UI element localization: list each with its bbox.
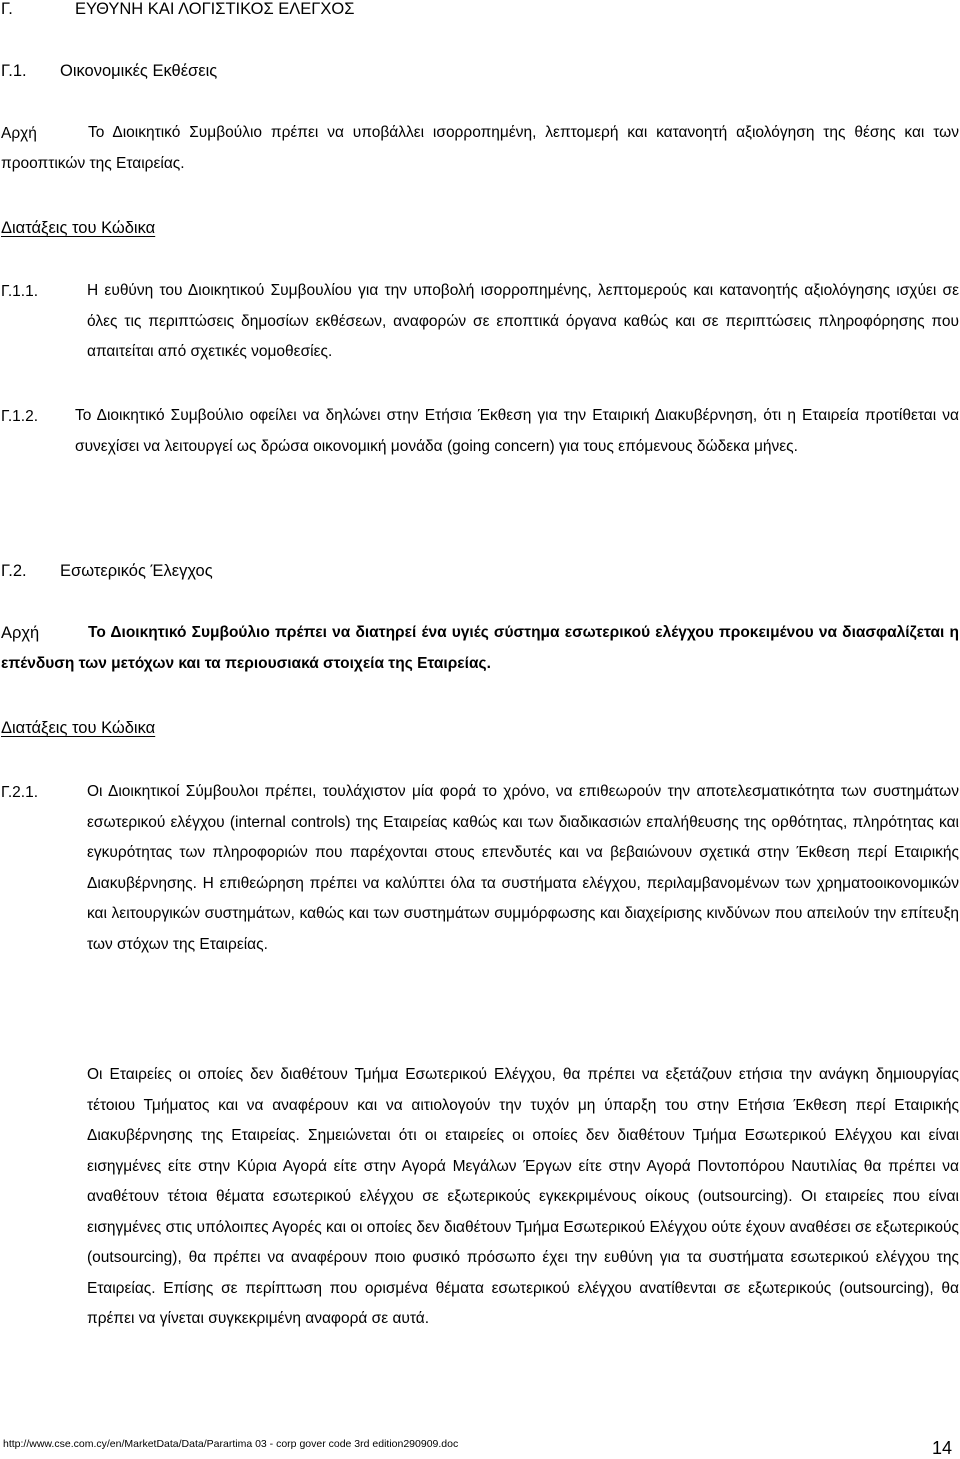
- provision-1-2-number: Γ.1.2.: [1, 408, 38, 425]
- provisions-heading-2: Διατάξεις του Κώδικα: [1, 719, 156, 737]
- footer-file-path: http://www.cse.com.cy/en/MarketData/Data/Parartima 03 - corp gover code 3rd edition290909.doc: [3, 1438, 459, 1450]
- principle-2-text: Το Διοικητικό Συμβούλιο πρέπει να διατηρεί ένα υγιές σύστημα εσωτερικού ελέγχου προκειμένου να διασφαλίζεται η επένδυση των μετόχων και τα περιουσιακά στοιχεία της Εταιρείας.: [1, 624, 959, 672]
- subsection-1-title: Οικονομικές Εκθέσεις: [60, 62, 218, 80]
- provision-2-1-paragraph-1: Οι Διοικητικοί Σύμβουλοι πρέπει, τουλάχιστον μία φορά το χρόνο, να επιθεωρούν την αποτελεσματικότητα των συστημάτων εσωτερικού ελέγχου (internal controls) της Εταιρείας καθώς και των διαδικασιών επαλήθευσης της ορθότητας, πληρότητας και εγκυρότητας των πληροφοριών που παρέχονται στους επενδυτές και να βεβαιώνουν σχετικά στην Έκθεση περί Εταιρικής Διακυβέρνησης. Η επιθεώρηση πρέπει να καλύπτει όλα τα συστήματα ελέγχου, περιλαμβανομένων των χρηματοοικονομικών και λειτουργικών συστημάτων, καθώς και των συστημάτων συμμόρφωσης και διαχείρισης κινδύνων που απειλούν την επίτευξη των στόχων της Εταιρείας.: [87, 783, 959, 953]
- page-number: 14: [932, 1438, 953, 1458]
- provision-1-1-text: Η ευθύνη του Διοικητικού Συμβουλίου για την υποβολή ισορροπημένης, λεπτομερούς και κατανοητής αξιολόγησης ισχύει σε όλες τις περιπτώσεις δημοσίων εκθέσεων, αναφορών σε εποπτικά όργανα καθώς και σε περιπτώσεις πληροφόρησης που απαιτείται από σχετικές νομοθεσίες.: [87, 282, 959, 360]
- provisions-heading-1: Διατάξεις του Κώδικα: [1, 219, 156, 237]
- section-title: ΕΥΘΥΝΗ ΚΑΙ ΛΟΓΙΣΤΙΚΟΣ ΕΛΕΓΧΟΣ: [75, 0, 355, 18]
- section-letter: Γ.: [1, 0, 13, 18]
- subsection-2-number: Γ.2.: [1, 562, 27, 580]
- principle-1-text: Το Διοικητικό Συμβούλιο πρέπει να υποβάλλει ισορροπημένη, λεπτομερή και κατανοητή αξιολόγηση της θέσης και των προοπτικών της Εταιρείας.: [1, 124, 959, 172]
- provision-1-2-text: Το Διοικητικό Συμβούλιο οφείλει να δηλώνει στην Ετήσια Έκθεση για την Εταιρική Διακυβέρνηση, ότι η Εταιρεία προτίθεται να συνεχίσει να λειτουργεί ως δρώσα οικονομική μονάδα (going concern) για τους επόμενους δώδεκα μήνες.: [75, 407, 959, 455]
- subsection-2-title: Εσωτερικός Έλεγχος: [60, 562, 213, 580]
- provision-2-1-paragraph-2: Οι Εταιρείες οι οποίες δεν διαθέτουν Τμήμα Εσωτερικού Ελέγχου, θα πρέπει να εξετάζουν ετήσια την ανάγκη δημιουργίας τέτοιου Τμήματος και να αναφέρουν και να αιτιολογούν την τυχόν μη ύπαρξη του στην Ετήσια Έκθεση περί Εταιρικής Διακυβέρνησης της Εταιρείας. Σημειώνεται ότι οι εταιρείες οι οποίες δεν διαθέτουν Τμήμα Εσωτερικού Ελέγχου και είναι εισηγμένες είτε στην Κύρια Αγορά είτε στην Αγορά Μεγάλων Έργων είτε στην Αγορά Ποντοπόρου Ναυτιλίας θα πρέπει να αναθέτουν τέτοια θέματα εσωτερικού ελέγχου σε εξωτερικούς εγκεκριμένους οίκους (outsourcing). Οι εταιρείες που είναι εισηγμένες στις υπόλοιπες Αγορές και οι οποίες δεν διαθέτουν Τμήμα Εσωτερικού Ελέγχου ούτε έχουν αναθέσει σε εξωτερικούς (outsourcing), θα πρέπει να αναφέρουν ποιο φυσικό πρόσωπο έχει την ευθύνη για τα συστήματα εσωτερικού ελέγχου της Εταιρείας. Επίσης σε περίπτωση που ορισμένα θέματα εσωτερικού ελέγχου ανατίθενται σε εξωτερικούς (outsourcing), θα πρέπει να γίνεται συγκεκριμένη αναφορά σε αυτά.: [87, 1066, 959, 1327]
- provision-2-1-number: Γ.2.1.: [1, 784, 38, 801]
- subsection-1-number: Γ.1.: [1, 62, 27, 80]
- principle-1-label: Αρχή: [1, 125, 37, 142]
- provision-1-1-number: Γ.1.1.: [1, 283, 38, 300]
- principle-2-label: Αρχή: [1, 624, 40, 642]
